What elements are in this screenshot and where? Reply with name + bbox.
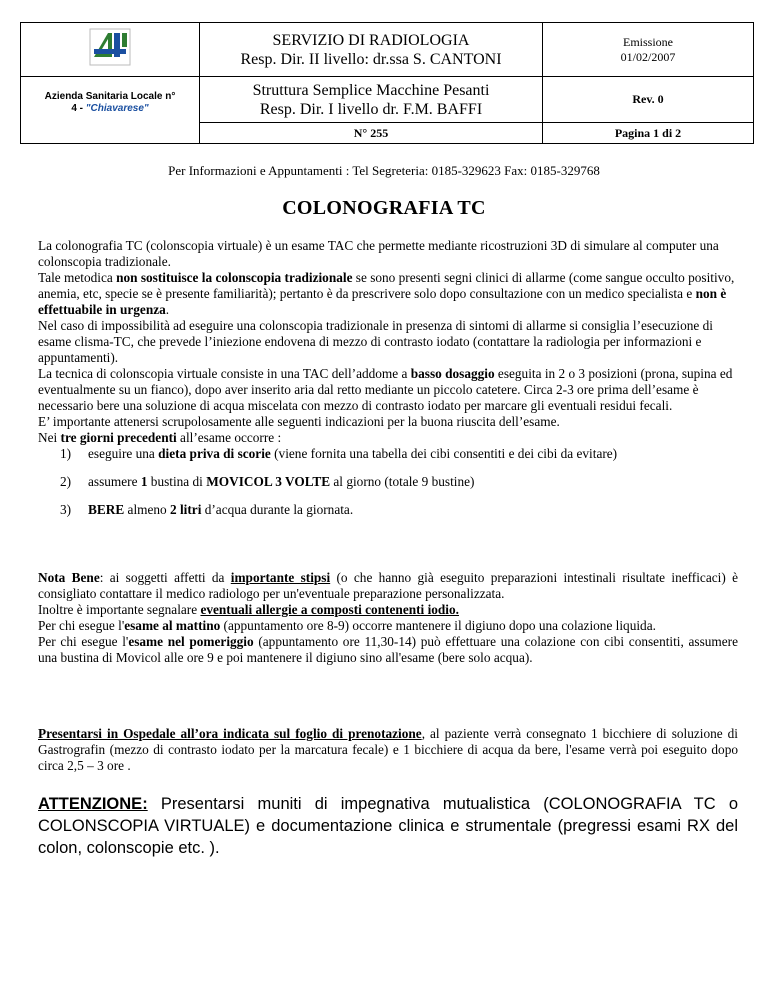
p6-c: all’esame occorre : bbox=[176, 430, 282, 445]
p2-c: se sono presenti segni clinici di allarme (come sangue occulto positivo, anemia, etc, specie se è presente familiarità); pertanto è da prescrivere solo dopo consultazione con un medico specialista e bbox=[38, 270, 735, 301]
emission-date: 01/02/2007 bbox=[620, 49, 676, 64]
attention-label: ATTENZIONE: bbox=[38, 795, 148, 813]
p2-b: non sostituisce la colonscopia tradizionale bbox=[116, 270, 353, 285]
allergie-b: eventuali allergie a composti contenenti iodio. bbox=[200, 602, 459, 617]
asl-quote: "Chiavarese" bbox=[85, 103, 149, 114]
structure-responsible: Resp. Dir. I livello dr. F.M. BAFFI bbox=[259, 100, 483, 118]
asl-number: 4 - bbox=[71, 103, 86, 114]
allergie-a: Inoltre è importante segnalare bbox=[38, 602, 201, 617]
mattino-c: (appuntamento ore 8-9) occorre mantenere il digiuno dopo una colazione liquida. bbox=[220, 618, 656, 633]
asl-name bbox=[21, 91, 199, 115]
asl-cell bbox=[21, 77, 200, 144]
morning-note bbox=[38, 618, 738, 634]
list-number: 2) bbox=[60, 474, 72, 489]
arrival-text bbox=[38, 726, 738, 774]
page-title: COLONOGRAFIA TC bbox=[282, 197, 486, 219]
item3-a: BERE bbox=[88, 502, 125, 517]
emission-label: Emissione bbox=[623, 34, 673, 49]
p4-b: basso dosaggio bbox=[410, 366, 495, 381]
item3-c: 2 litri bbox=[170, 502, 202, 517]
item1-c: (viene fornita una tabella dei cibi consentiti e dei cibi da evitare) bbox=[270, 446, 618, 461]
notes-text bbox=[38, 570, 738, 666]
asl-line1: Azienda Sanitaria Locale n° bbox=[44, 91, 176, 102]
p6-a: Nei bbox=[38, 430, 61, 445]
presentarsi-a: Presentarsi in Ospedale all’ora indicata sul foglio di prenotazione bbox=[38, 726, 422, 741]
contact-info: Per Informazioni e Appuntamenti : Tel Segreteria: 0185-329623 Fax: 0185-329768 bbox=[168, 163, 600, 178]
pomeriggio-a: Per chi esegue l' bbox=[38, 634, 129, 649]
paragraph-6 bbox=[38, 430, 738, 446]
logo-cell bbox=[21, 23, 200, 77]
list-number: 3) bbox=[60, 502, 72, 517]
revision: Rev. 0 bbox=[543, 77, 754, 123]
item2-c: bustina di bbox=[147, 474, 207, 489]
pomeriggio-c: (appuntamento ore 11,30-14) può effettuare una colazione con cibi consentiti, assumere una bustina di Movicol alle ore 9 e poi mantenere il digiuno sino all'esame (bere solo acqua). bbox=[38, 634, 738, 665]
document-number: N° 255 bbox=[200, 123, 543, 144]
nota-c: importante stipsi bbox=[230, 570, 331, 585]
p4-c: eseguita in 2 o 3 posizioni (prona, supina ed eventualmente su un fianco), dopo aver inserito aria dal retto mediante un piccolo catetere. Circa 2-3 ore prima dell’esame è necessario bere una soluzione di acqua miscelata con mezzo di contrasto iodato per marcare gli eventuali residui fecali. bbox=[38, 366, 733, 413]
service-responsible: Resp. Dir. II livello: dr.ssa S. CANTONI bbox=[240, 50, 502, 68]
item1-b: dieta priva di scorie bbox=[158, 446, 271, 461]
presentarsi-b: , al paziente verrà consegnato 1 bicchiere di soluzione di Gastrografin (mezzo di contrasto iodato per la marcatura fecale) e 1 bicchiere di acqua da bere, l'esame verrà poi eseguito dopo circa 2,5 – 3 ore . bbox=[38, 726, 738, 773]
structure-name: Struttura Semplice Macchine Pesanti bbox=[252, 81, 490, 99]
structure-cell bbox=[200, 77, 543, 123]
paragraph-1: La colonografia TC (colonscopia virtuale) è un esame TAC che permette mediante ricostruzioni 3D di simulare al computer una colonscopia tradizionale. bbox=[38, 238, 719, 269]
service-name: SERVIZIO DI RADIOLOGIA bbox=[272, 31, 470, 49]
nota-b: : ai soggetti affetti da bbox=[99, 570, 231, 585]
item1-a: eseguire una bbox=[88, 446, 159, 461]
afternoon-note bbox=[38, 634, 738, 666]
allergy-note bbox=[38, 602, 738, 618]
item3-d: d’acqua durante la giornata. bbox=[201, 502, 354, 517]
mattino-a: Per chi esegue l' bbox=[38, 618, 125, 633]
item2-e: al giorno (totale 9 bustine) bbox=[330, 474, 475, 489]
pomeriggio-b: esame nel pomeriggio bbox=[128, 634, 254, 649]
nota-a: Nota Bene bbox=[38, 570, 100, 585]
asl-line2 bbox=[21, 103, 199, 115]
preparation-list bbox=[38, 446, 738, 518]
list-item bbox=[38, 474, 738, 490]
item3-b: almeno bbox=[124, 502, 171, 517]
item2-d: MOVICOL 3 VOLTE bbox=[206, 474, 331, 489]
item2-a: assumere bbox=[88, 474, 141, 489]
attention-text: Presentarsi muniti di impegnativa mutualistica (COLONOGRAFIA TC o COLONSCOPIA VIRTUALE) e documentazione clinica e strumentale (pregressi esami RX del colon, colonscopie etc. ). bbox=[38, 795, 738, 857]
emission-cell bbox=[543, 23, 754, 77]
paragraph-5: E’ importante attenersi scrupolosamente alle seguenti indicazioni per la buona riuscita dell’esame. bbox=[38, 414, 560, 429]
nota-d: (o che hanno già eseguito preparazioni intestinali risultate inefficaci) è consigliato contattare il medico radiologo per un'eventuale preparazione personalizzata. bbox=[38, 570, 738, 601]
asl-logo-icon bbox=[88, 27, 132, 67]
p4-a: La tecnica di colonscopia virtuale consiste in una TAC dell’addome a bbox=[38, 366, 411, 381]
intro-text bbox=[38, 238, 738, 530]
nota-bene bbox=[38, 570, 738, 602]
list-item bbox=[38, 446, 738, 462]
mattino-b: esame al mattino bbox=[124, 618, 221, 633]
paragraph-4 bbox=[38, 366, 738, 414]
paragraph-3: Nel caso di impossibilità ad eseguire una colonscopia tradizionale in presenza di sintomi di allarme si consiglia l’esecuzione di esame clisma-TC, che prevede l’iniezione endovena di mezzo di contrasto iodato (contattare la radiologia per informazioni e appuntamenti). bbox=[38, 318, 713, 365]
list-number: 1) bbox=[60, 446, 72, 461]
arrival-note bbox=[38, 726, 738, 774]
p2-a: Tale metodica bbox=[38, 270, 117, 285]
list-item bbox=[38, 502, 738, 518]
attention-note bbox=[38, 793, 738, 859]
paragraph-2 bbox=[38, 270, 738, 318]
p2-d: non è effettuabile in urgenza bbox=[38, 286, 727, 317]
service-cell bbox=[200, 23, 543, 77]
p6-b: tre giorni precedenti bbox=[60, 430, 177, 445]
page-indicator: Pagina 1 di 2 bbox=[543, 123, 754, 144]
document-header-table bbox=[20, 22, 754, 144]
item2-b: 1 bbox=[140, 474, 148, 489]
p2-e: . bbox=[165, 302, 170, 317]
